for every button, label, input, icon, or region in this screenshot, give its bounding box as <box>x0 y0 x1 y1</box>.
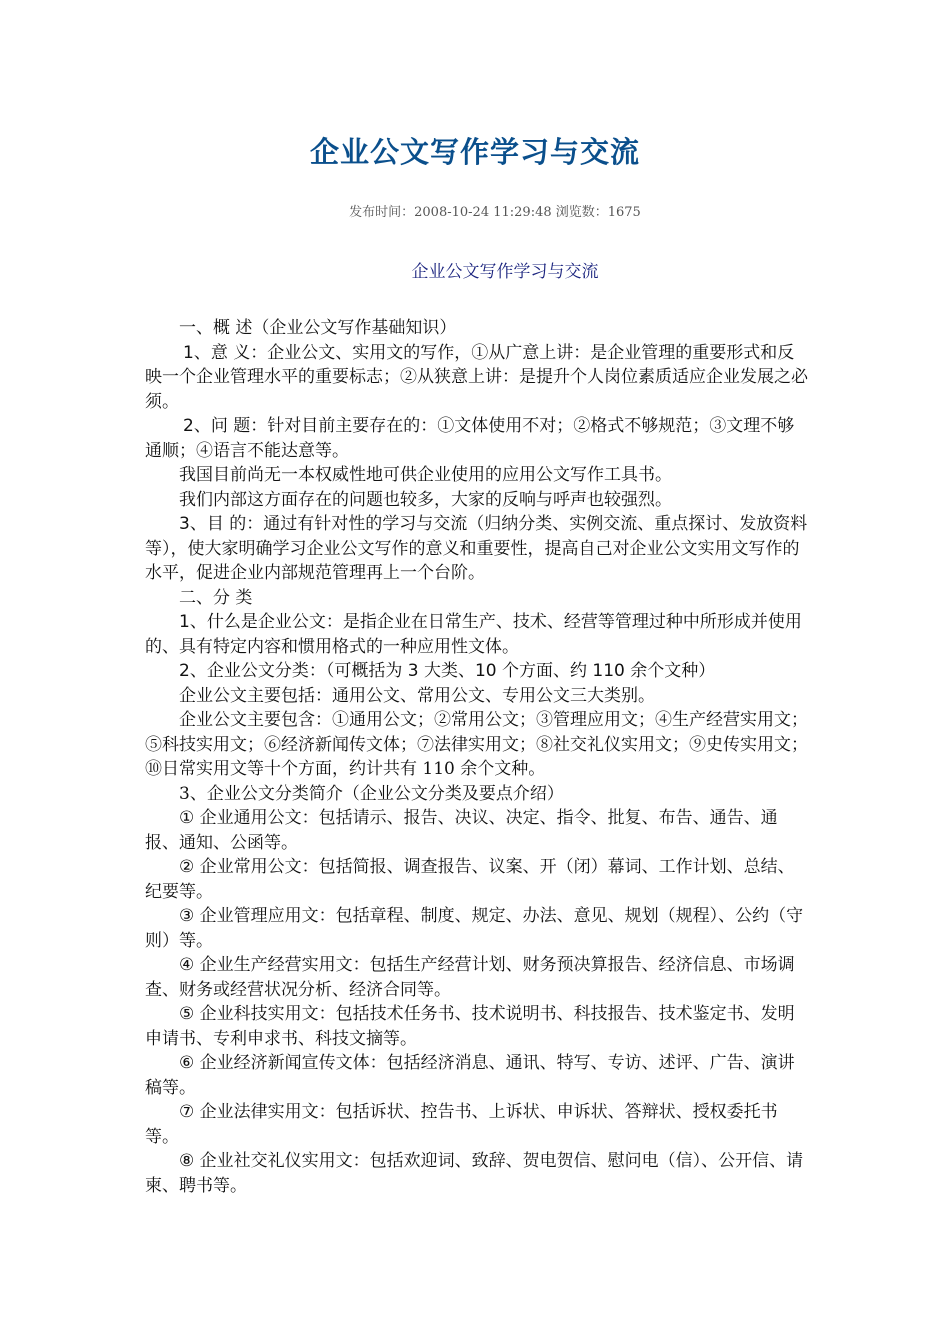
paragraph-main-contains <box>145 708 810 782</box>
paragraph-no-reference-book: 我国目前尚无一本权威性地可供企业使用的应用公文写作工具书。 <box>179 465 672 485</box>
paragraph-lead: ③ 企业管理应用文： <box>179 906 336 926</box>
paragraph-lead: 企业公文主要包括： <box>179 685 332 706</box>
paragraph-main-includes <box>145 684 810 709</box>
list-item-production-documents <box>145 953 810 1002</box>
paragraph-internal-issues: 我们内部这方面存在的问题也较多，大家的反响与呼声也较强烈。 <box>179 489 672 510</box>
paragraph-text: 包括简报、调查报告、议案、开（闭）幕词、工作计划、总结、纪要等。 <box>145 857 795 902</box>
list-item-management-documents <box>145 904 810 953</box>
paragraph-text: 包括请示、报告、决议、决定、指令、批复、布告、通告、通报、通知、公函等。 <box>145 808 778 853</box>
paragraph-lead: 1、什么是企业公文： <box>179 612 343 632</box>
paragraph-lead: 1、意 义： <box>183 342 268 363</box>
paragraph-text: 包括技术任务书、技术说明书、科技报告、技术鉴定书、发明申请书、专利申求书、科技文摘等。 <box>145 1004 795 1049</box>
paragraph-purpose <box>145 512 810 586</box>
paragraph-significance <box>145 341 810 415</box>
list-item-common-documents <box>145 855 810 904</box>
paragraph-lead: ⑦ 企业法律实用文： <box>179 1102 336 1122</box>
section-heading-classification: 二、分 类 <box>179 587 253 608</box>
paragraph-lead: ④ 企业生产经营实用文： <box>179 955 370 975</box>
paragraph-lead: ⑧ 企业社交礼仪实用文： <box>179 1151 370 1171</box>
paragraph-classification-summary: 2、企业公文分类：（可概括为 3 大类、10 个方面、约 110 余个文种） <box>179 661 716 681</box>
paragraph-text: 通过有针对性的学习与交流（归纳分类、实例交流、重点探讨、发放资料等），使大家明确学习企业公文写作的意义和重要性，提高自己对企业公文实用文写作的水平，促进企业内部规范管理再上一个台阶。 <box>145 514 808 583</box>
section-heading-overview: 一、概 述（企业公文写作基础知识） <box>179 318 457 338</box>
paragraph-lead: ② 企业常用公文： <box>179 857 319 877</box>
paragraph-text: 企业公文、实用文的写作，①从广意上讲：是企业管理的重要形式和反映一个企业管理水平的重要标志；②从狭意上讲：是提升个人岗位素质适应企业发展之必须。 <box>145 342 808 412</box>
paragraph-lead: ⑥ 企业经济新闻宣传文体： <box>179 1053 387 1073</box>
paragraph-lead: 企业公文主要包含： <box>179 710 332 730</box>
paragraph-lead: 2、问 题： <box>183 416 268 436</box>
paragraph-text: 包括生产经营计划、财务预决算报告、经济信息、市场调查、财务或经营状况分析、经济合同等。 <box>145 955 795 1000</box>
paragraph-text: 包括经济消息、通讯、特写、专访、述评、广告、演讲稿等。 <box>145 1053 795 1098</box>
paragraph-text: 是指企业在日常生产、技术、经营等管理过种中所形成并使用的、具有特定内容和惯用格式的一种应用性文体。 <box>145 612 802 657</box>
paragraph-lead: ① 企业通用公文： <box>179 808 319 828</box>
paragraph-text: 包括诉状、控告书、上诉状、申诉状、答辩状、授权委托书等。 <box>145 1102 778 1147</box>
paragraph-text: ①通用公文；②常用公文；③管理应用文；④生产经营实用文；⑤科技实用文；⑥经济新闻传文体；⑦法律实用文；⑧社交礼仪实用文；⑨史传实用文；⑩日常实用文等十个方面，约计共有 110 余个文种。 <box>145 710 808 779</box>
paragraph-lead: 3、目 的： <box>179 514 264 534</box>
list-item-technology-documents <box>145 1002 810 1051</box>
paragraph-text: 包括欢迎词、致辞、贺电贺信、慰问电（信）、公开信、请柬、聘书等。 <box>145 1151 804 1196</box>
paragraph-text: 通用公文、常用公文、专用公文三大类别。 <box>332 685 655 706</box>
list-item-general-documents <box>145 806 810 855</box>
list-item-legal-documents <box>145 1100 810 1149</box>
page-title: 企业公文写作学习与交流 <box>309 135 640 169</box>
paragraph-classification-intro: 3、企业公文分类简介（企业公文分类及要点介绍） <box>179 783 564 804</box>
list-item-news-documents <box>145 1051 810 1100</box>
list-item-etiquette-documents <box>145 1149 810 1198</box>
paragraph-definition <box>145 610 810 659</box>
paragraph-lead: ⑤ 企业科技实用文： <box>179 1004 336 1024</box>
article-subtitle: 企业公文写作学习与交流 <box>411 262 599 282</box>
paragraph-text: 针对目前主要存在的：①文体使用不对；②格式不够规范；③文理不够通顺；④语言不能达意等。 <box>145 416 795 461</box>
paragraph-text: 包括章程、制度、规定、办法、意见、规划（规程）、公约（守则）等。 <box>145 906 804 951</box>
publish-meta: 发布时间：2008-10-24 11:29:48 浏览数：1675 <box>349 205 641 220</box>
article-body <box>145 316 810 1198</box>
paragraph-problems <box>145 414 810 463</box>
